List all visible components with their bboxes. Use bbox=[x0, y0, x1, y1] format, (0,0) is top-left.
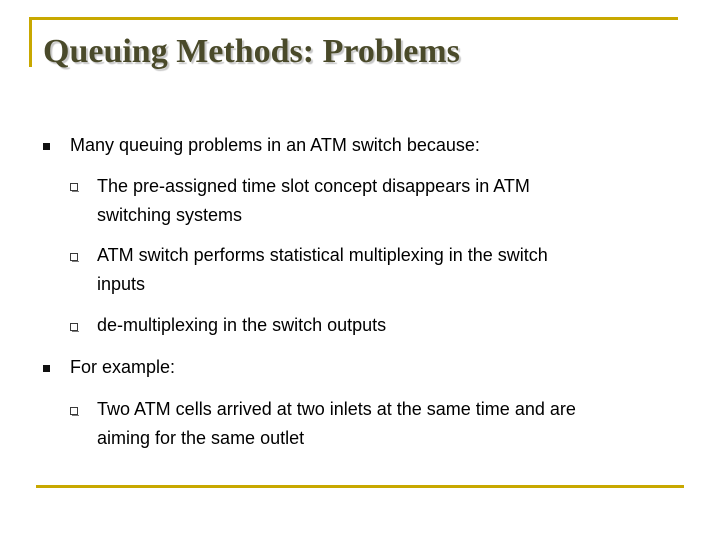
sub-bullet-text: Two ATM cells arrived at two inlets at the same time and are bbox=[97, 399, 576, 419]
sub-bullet-text: switching systems bbox=[97, 205, 243, 225]
sub-bullet-text: The pre-assigned time slot concept disappears in ATM bbox=[97, 176, 530, 196]
slide-title: Queuing Methods: Problems bbox=[43, 33, 460, 70]
sub-bullet-text: inputs bbox=[97, 274, 146, 294]
hollow-square-bullet-icon bbox=[70, 253, 78, 261]
frame-top-rule bbox=[29, 17, 678, 20]
square-bullet-icon bbox=[43, 365, 50, 372]
hollow-square-bullet-icon bbox=[70, 323, 78, 331]
hollow-square-bullet-icon bbox=[70, 183, 78, 191]
sub-bullet-text: de-multiplexing in the switch outputs bbox=[97, 315, 387, 335]
frame-left-rule bbox=[29, 17, 32, 67]
hollow-square-bullet-icon bbox=[70, 407, 78, 415]
sub-bullet-text: ATM switch performs statistical multiplexing in the switch bbox=[97, 245, 548, 265]
bullet-text: For example: bbox=[70, 357, 176, 377]
sub-bullet-text: aiming for the same outlet bbox=[97, 428, 305, 448]
square-bullet-icon bbox=[43, 143, 50, 150]
bullet-text: Many queuing problems in an ATM switch because: bbox=[70, 135, 480, 155]
frame-bottom-rule bbox=[36, 485, 684, 488]
